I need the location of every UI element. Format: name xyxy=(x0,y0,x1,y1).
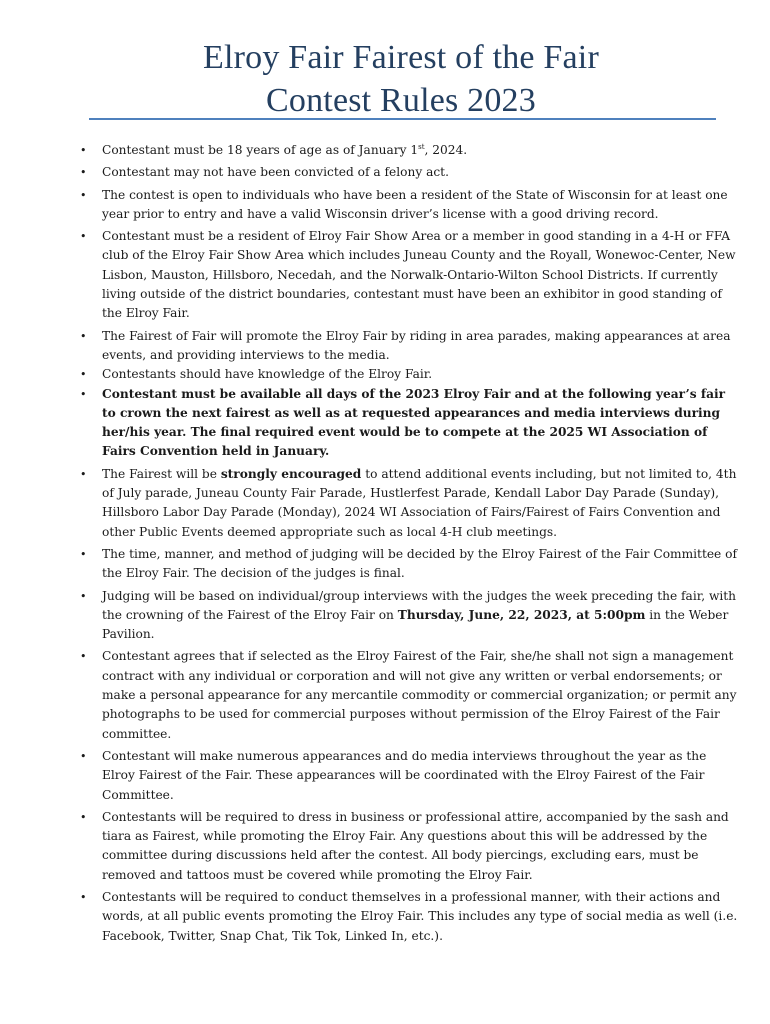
bullet-icon xyxy=(80,186,87,205)
rule-text: Contestants should have knowledge of the Elroy Fair. xyxy=(102,367,433,382)
rule-text: Contestant must be 18 years of age as of January 1st, 2024. xyxy=(102,142,468,157)
rule-item-attire xyxy=(78,808,742,885)
rule-text: Contestants will be required to conduct themselves in a professional manner, with their actions and words, at all public events promoting the Elroy Fair. This includes any type of social media as well (i.e. Facebook, Twitter, Snap Chat, Tik Tok, Linked In, etc.). xyxy=(102,889,738,943)
rule-text: Contestant will make numerous appearances and do media interviews throughout the year as the Elroy Fairest of the Fair. These appearances will be coordinated with the Elroy Fairest of the Fair Committee. xyxy=(102,748,707,802)
rule-text: Contestant may not have been convicted of a felony act. xyxy=(102,165,449,180)
title-line-2: Contest Rules 2023 xyxy=(266,82,536,119)
bullet-icon xyxy=(80,587,87,606)
rule-item-endorsements xyxy=(78,647,742,743)
rule-item-appearances xyxy=(78,747,742,805)
rule-text: The Fairest will be strongly encouraged to attend additional events including, but not limited to, 4th of July parade, Juneau County Fair Parade, Hustlerfest Parade, Kendall Labor Day Parade (Sunday), Hillsboro Labor Day Parade (Monday), 2024 WI Association of Fairs/Fairest of Fairs Convention and other Public Events deemed appropriate such as local 4-H club meetings. xyxy=(102,466,737,539)
bullet-icon xyxy=(80,545,87,564)
rule-item-conduct xyxy=(78,888,742,946)
rule-text: Contestant agrees that if selected as the Elroy Fairest of the Fair, she/he shall not sign a management contract with any individual or corporation and will not give any written or verbal endorsements; or make a personal appearance for any mercantile commodity or commercial organization; or permit any photographs to be used for commercial purposes without permission of the Elroy Fairest of the Fair committee. xyxy=(102,649,737,741)
title-underline xyxy=(89,118,716,120)
rule-item-residency xyxy=(78,186,742,225)
bullet-icon xyxy=(80,808,87,827)
rule-text: Contestants will be required to dress in business or professional attire, accompanied by the sash and tiara as Fairest, while promoting the Elroy Fair. Any questions about this will be addressed by the committee during discussions held after the contest. All body piercings, excluding ears, must be removed and tattoos must be covered while promoting the Elroy Fair. xyxy=(102,809,729,882)
bullet-icon xyxy=(80,327,87,346)
rule-text: Contestant must be a resident of Elroy Fair Show Area or a member in good standing in a 4-H or FFA club of the Elroy Fair Show Area which includes Juneau County and the Royall, Wonewoc-Center, New Lisbon, Mauston, Hillsboro, Necedah, and the Norwalk-Ontario-Wilton School Districts. If currently living outside of the district boundaries, contestant must have been an exhibitor in good standing of the Elroy Fair. xyxy=(102,229,736,321)
rules-list xyxy=(78,141,742,949)
rule-item-knowledge xyxy=(78,365,742,384)
rule-text: The contest is open to individuals who have been a resident of the State of Wisconsin for at least one year prior to entry and have a valid Wisconsin driver’s license with a good driving record. xyxy=(102,187,728,221)
rule-item-show-area xyxy=(78,227,742,323)
bullet-icon xyxy=(80,163,87,182)
bullet-icon xyxy=(80,465,87,484)
rule-item-promotion xyxy=(78,327,742,366)
bullet-icon xyxy=(80,647,87,666)
rule-item-felony xyxy=(78,163,742,182)
rule-text: Judging will be based on individual/group interviews with the judges the week preceding the fair, with the crowning of the Fairest of the Elroy Fair on Thursday, June, 22, 2023, at 5:00pm in the Weber Pavilion. xyxy=(102,588,737,642)
rule-item-judging-method xyxy=(78,545,742,584)
rule-item-availability xyxy=(78,385,742,462)
rule-text: The Fairest of Fair will promote the Elroy Fair by riding in area parades, making appearances at area events, and providing interviews to the media. xyxy=(102,328,731,362)
bullet-icon xyxy=(80,141,87,160)
rule-text: The time, manner, and method of judging will be decided by the Elroy Fairest of the Fair Committee of the Elroy Fair. The decision of the judges is final. xyxy=(102,546,737,581)
rule-item-additional-events xyxy=(78,465,742,542)
bullet-icon xyxy=(80,385,87,404)
rule-item-interviews xyxy=(78,587,742,645)
bullet-icon xyxy=(80,888,87,907)
rule-item-age xyxy=(78,141,742,160)
document-title xyxy=(0,36,770,122)
bullet-icon xyxy=(80,227,87,246)
rule-text: Contestant must be available all days of the 2023 Elroy Fair and at the following year’s fair to crown the next fairest as well as at requested appearances and media interviews during her/his year. The final required event would be to compete at the 2025 WI Association of Fairs Convention held in January. xyxy=(102,386,726,459)
bullet-icon xyxy=(80,747,87,766)
title-line-1: Elroy Fair Fairest of the Fair xyxy=(203,39,599,76)
bullet-icon xyxy=(80,365,87,384)
